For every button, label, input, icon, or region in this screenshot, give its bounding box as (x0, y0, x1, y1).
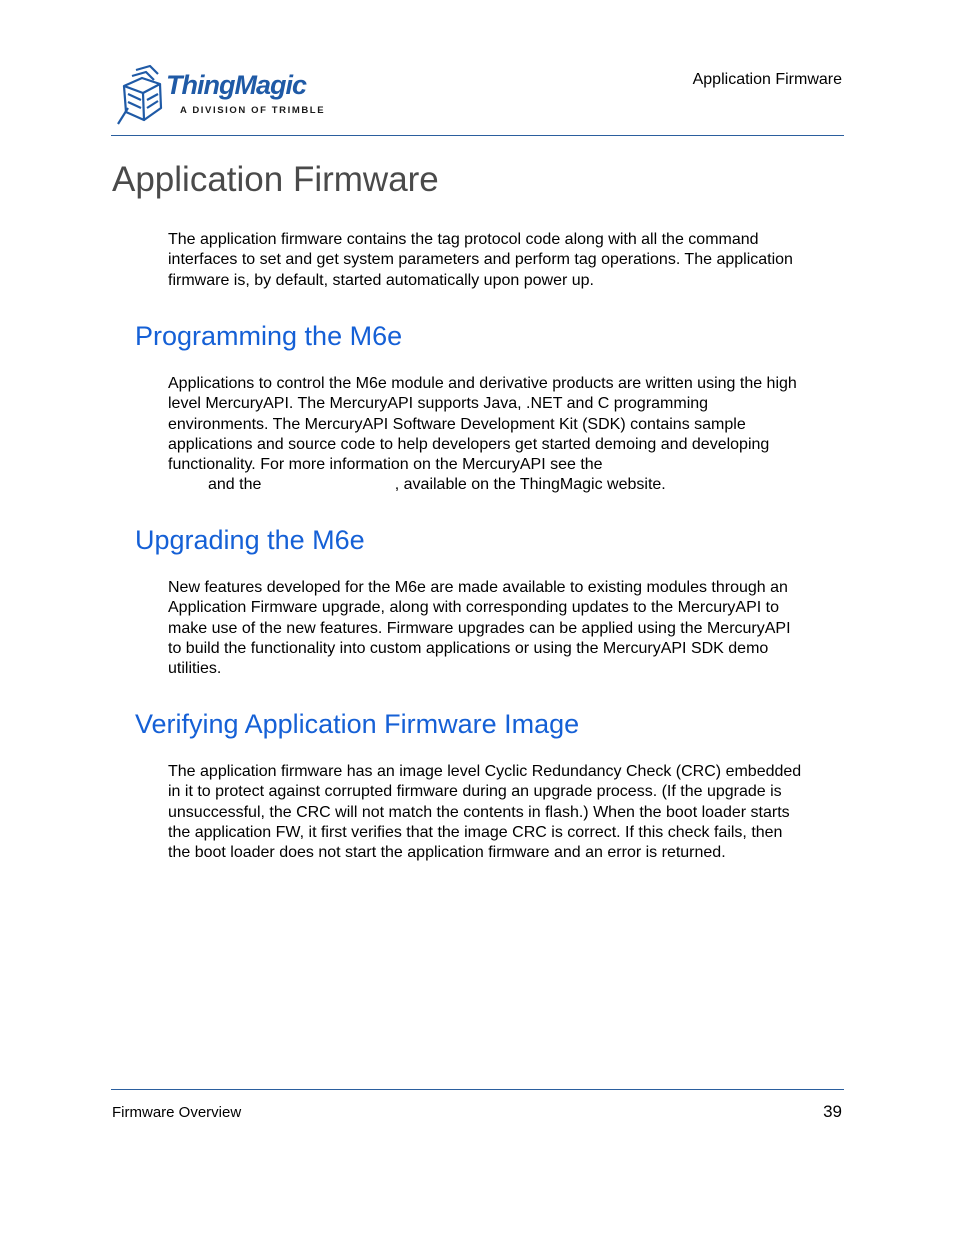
logo-wordmark: ThingMagic (166, 70, 306, 100)
header-rule (111, 135, 844, 136)
text-line: firmware is, by default, started automatically upon power up. (168, 271, 594, 289)
text-line: utilities. (168, 660, 222, 678)
text-line: functionality. For more information on the MercuryAPI see the (168, 456, 603, 474)
text-line: applications and source code to help developers get started demoing and developing (168, 435, 770, 453)
text-line: Applications to control the M6e module and derivative products are written using the high (168, 375, 797, 392)
text-line: level MercuryAPI. The MercuryAPI supports Java, .NET and C programming (168, 395, 709, 413)
text-line: in it to protect against corrupted firmware during an upgrade process. (If the upgrade is (168, 783, 782, 801)
text-line: make use of the new features. Firmware upgrades can be applied using the MercuryAPI (168, 619, 791, 637)
text-line: unsuccessful, the CRC will not match the contents in flash.) When the boot loader starts (168, 803, 790, 821)
page-title: Application Firmware (112, 160, 439, 199)
running-head: Application Firmware (692, 71, 842, 88)
text-line: interfaces to set and get system parameters and perform tag operations. The application (168, 251, 793, 269)
footer-rule (111, 1089, 844, 1090)
verifying-paragraph (168, 762, 848, 863)
text-line: to build the functionality into custom applications or using the MercuryAPI SDK demo (168, 639, 769, 657)
text-line: the boot loader does not start the application firmware and an error is returned. (168, 844, 726, 862)
cube-logo-icon (116, 64, 170, 128)
text-line: and the , available on the ThingMagic website. (168, 476, 666, 494)
text-line: the application FW, it first verifies that the image CRC is correct. If this check fails, then (168, 823, 783, 841)
text-line: Application Firmware upgrade, along with corresponding updates to the MercuryAPI to (168, 599, 779, 617)
programming-paragraph (168, 374, 848, 496)
section-heading-verifying: Verifying Application Firmware Image (135, 709, 580, 739)
footer-section-name: Firmware Overview (112, 1104, 242, 1121)
section-heading-upgrading: Upgrading the M6e (135, 525, 365, 555)
text-line: New features developed for the M6e are made available to existing modules through an (168, 579, 788, 596)
intro-paragraph (168, 230, 848, 291)
thingmagic-logo (116, 64, 326, 128)
text-line: The application firmware has an image level Cyclic Redundancy Check (CRC) embedded (168, 763, 802, 780)
upgrading-paragraph (168, 578, 848, 679)
text-line: The application firmware contains the tag protocol code along with all the command (168, 231, 759, 248)
section-heading-programming: Programming the M6e (135, 321, 403, 351)
logo-tagline: A DIVISION OF TRIMBLE (180, 105, 326, 116)
page-number: 39 (823, 1102, 842, 1121)
text-line: environments. The MercuryAPI Software Development Kit (SDK) contains sample (168, 415, 746, 433)
